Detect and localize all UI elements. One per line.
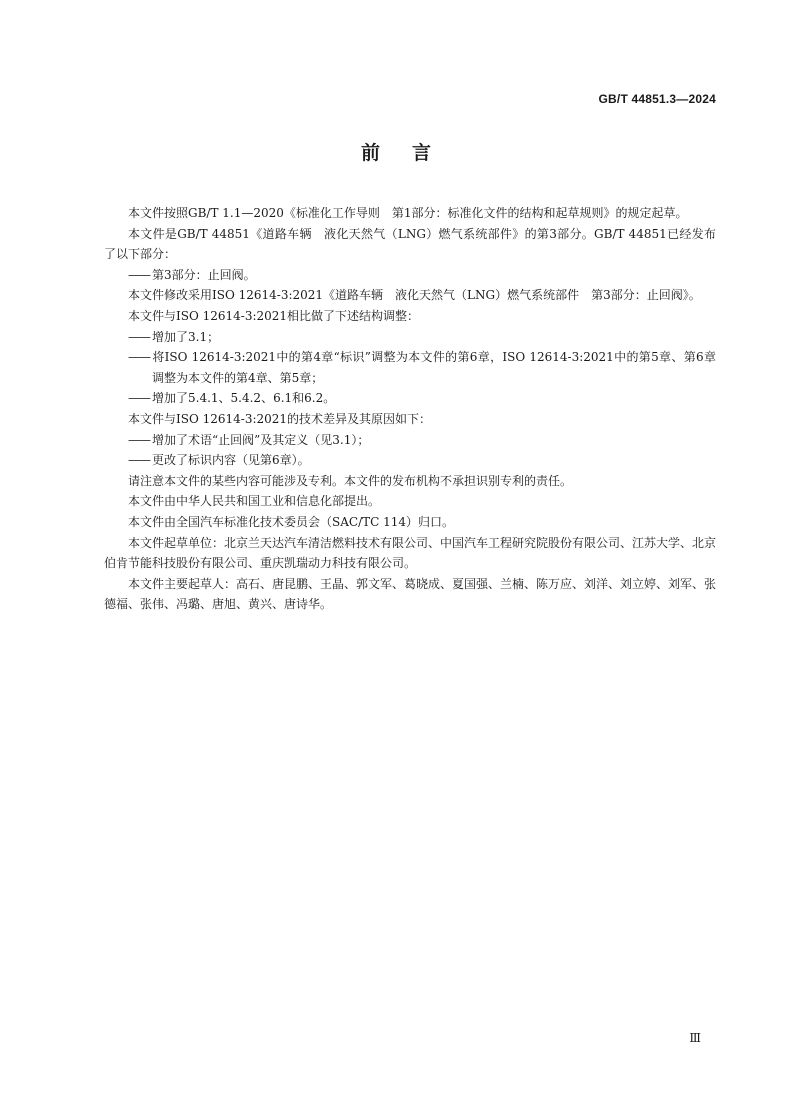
dash-marker: —— — [128, 391, 150, 406]
paragraph-committee: 本文件由全国汽车标准化技术委员会（SAC/TC 114）归口。 — [128, 514, 455, 529]
paragraph-drafting-organizations: 本文件起草单位：北京兰天达汽车清洁燃料技术有限公司、中国汽车工程研究院股份有限公司、江苏大学、北京伯肯节能科技股份有限公司、重庆凯瑞动力科技有限公司。 — [104, 535, 717, 571]
paragraph-drafting-rules: 本文件按照GB/T 1.1—2020《标准化工作导则 第1部分：标准化文件的结构和起草规则》的规定起草。 — [128, 206, 688, 220]
page-number: Ⅲ — [689, 1031, 701, 1045]
dash-marker: —— — [128, 432, 150, 447]
list-item-structural-change — [104, 327, 716, 348]
paragraph-drafters: 本文件主要起草人：高石、唐昆鹏、王晶、郭文军、葛晓成、夏国强、兰楠、陈万应、刘洋、刘立婷、刘军、张德福、张伟、冯璐、唐旭、黄兴、唐诗华。 — [104, 576, 717, 612]
paragraph-technical-differences-intro: 本文件与ISO 12614-3:2021的技术差异及其原因如下： — [128, 411, 432, 426]
list-item-structural-change — [104, 347, 716, 388]
list-item-technical-difference — [104, 430, 716, 451]
standard-code: GB/T 44851.3—2024 — [598, 92, 716, 106]
dash-marker: —— — [128, 329, 150, 344]
list-item-part — [104, 265, 716, 286]
list-item-structural-change — [104, 388, 716, 409]
list-item-text: 将ISO 12614-3:2021中的第4章“标识”调整为本文件的第6章，ISO 12614-3:2021中的第5章、第6章调整为本文件的第4章、第5章； — [152, 350, 716, 385]
paragraph-structural-changes-intro: 本文件与ISO 12614-3:2021相比做了下述结构调整： — [128, 308, 420, 323]
foreword-content — [104, 203, 716, 615]
list-item-technical-difference — [104, 450, 716, 471]
list-item-text: 第3部分：止回阀。 — [152, 267, 256, 282]
dash-marker: —— — [128, 453, 150, 468]
page-title: 前言 — [360, 142, 463, 164]
list-item-text: 增加了3.1； — [152, 329, 220, 344]
dash-marker: —— — [128, 267, 150, 282]
list-item-text: 增加了术语“止回阀”及其定义（见3.1）； — [152, 432, 370, 447]
list-item-text: 增加了5.4.1、5.4.2、6.1和6.2。 — [152, 391, 336, 406]
paragraph-patent-notice: 请注意本文件的某些内容可能涉及专利。本文件的发布机构不承担识别专利的责任。 — [128, 473, 573, 488]
list-item-text: 更改了标识内容（见第6章）。 — [152, 453, 310, 468]
paragraph-proposer: 本文件由中华人民共和国工业和信息化部提出。 — [128, 494, 381, 509]
paragraph-adoption: 本文件修改采用ISO 12614-3:2021《道路车辆 液化天然气（LNG）燃气系统部件 第3部分：止回阀》。 — [128, 288, 701, 303]
dash-marker: —— — [128, 350, 150, 365]
paragraph-series-info: 本文件是GB/T 44851《道路车辆 液化天然气（LNG）燃气系统部件》的第3部分。GB/T 44851已经发布了以下部分： — [104, 226, 716, 262]
